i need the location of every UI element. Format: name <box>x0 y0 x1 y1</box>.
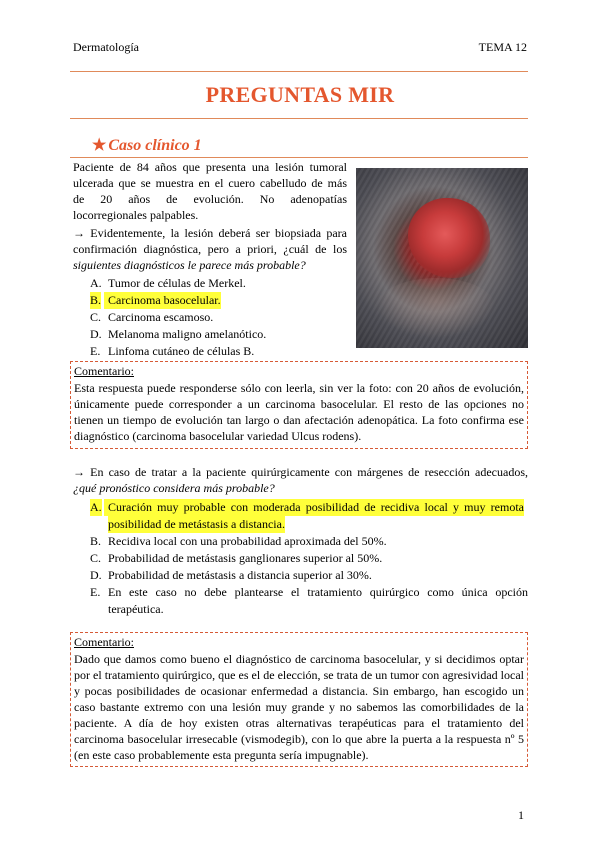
q2-question-line: → En caso de tratar a la paciente quirúrgicamente con márgenes de resección adecuados, <box>73 465 528 479</box>
q2-question-line: ¿qué pronóstico considera más probable? <box>73 481 275 495</box>
comment-line: tienen un tiempo de evolución tan largo o dan afectación adenopática. La foto confirma ese <box>74 413 524 427</box>
header-topic: TEMA 12 <box>478 40 527 54</box>
clinical-photo <box>356 168 528 348</box>
q2-option-e[interactable]: E. En este caso no debe plantearse el tratamiento quirúrgico como única opción terapéutica. <box>90 585 528 616</box>
q2-option-a[interactable]: A. Curación muy probable con moderada posibilidad de recidiva local y muy remota posibilidad de metástasis a distancia. <box>90 500 524 531</box>
comment-line: únicamente puede corresponder a un carcinoma basocelular. El resto de las opciones no <box>74 397 524 411</box>
comment-line: Esta respuesta puede responderse sólo con leerla, sin ver la foto: con 20 años de evolución, <box>74 381 524 395</box>
q1-stem-line: locorregionales palpables. <box>73 208 199 222</box>
case-title <box>92 135 202 155</box>
comment-line: y pocas posibilidades de ocasionar enfermedad a distancia. Sin embargo, han escogido un <box>74 684 524 698</box>
q1-question-line <box>73 241 347 257</box>
case-title-text: Caso clínico 1 <box>108 137 202 154</box>
q1-question-text: confirmación diagnóstica, pero a priori, ¿cuál de los <box>73 242 347 256</box>
comment-line: Dado que damos como bueno el diagnóstico de carcinoma basocelular, y si decidimos optar <box>74 652 524 666</box>
q1-question-line: siguientes diagnósticos le parece más probable? <box>73 258 306 272</box>
header-rule <box>70 71 528 72</box>
comment-line: por el tratamiento quirúrgico, que es el de elección, se trata de un tumor con agresividad local <box>74 668 524 682</box>
q1-question-line: → Evidentemente, la lesión deberá ser biopsiada para <box>73 226 347 240</box>
page-number: 1 <box>518 808 524 822</box>
page-title: PREGUNTAS MIR <box>205 82 395 107</box>
comment-line: (en este caso probablemente esta pregunta sería impugnable). <box>74 748 369 762</box>
comment-line: paciente. A día de hoy existen otras alternativas terapéuticas para el tratamiento del <box>74 716 524 730</box>
q1-stem-line: Paciente de 84 años que presenta una lesión tumoral <box>73 160 347 174</box>
comment-box-1 <box>70 361 528 449</box>
header-subject: Dermatología <box>73 40 139 54</box>
star-icon: ★ <box>92 137 107 154</box>
document-page: Dermatología TEMA 12 PREGUNTAS MIR ★ Caso clínico 1 Paciente de 84 años que presenta una lesión tumoral ulcerada que se muestra en el cuero cabelludo de más de 20 años de evolución. No adenopatías locorregionales palpables. → Evidentemente, la lesión deberá ser biopsiada para confirmación diagnóstica, pero a priori, ¿cuál de los siguientes diagnósticos le parece más probable? A. Tumor de células de Merkel. B. Carcinoma basocelular. C. Carcinoma escamoso. D. Melanoma maligno amelanótico. E. Linfoma cutáneo de células B. Comentario: Esta respuesta puede responderse sólo con leerla, sin ver la foto: con 20 años de evolución, únicamente puede corresponder a un carcinoma basocelular. El resto de las opciones no tienen un tiempo de evolución tan largo o dan afectación adenopática. La foto confirma ese diagnóstico (carcinoma basocelular variedad Ulcus rodens). → En caso de tratar a la paciente quirúrgicamente con márgenes de resección adecuados, ¿qué pronóstico considera más probable? A. Curación muy probable con moderada posibilidad de recidiva local y muy remota posibilidad de metástasis a distancia. B. Recidiva local con una probabilidad aproximada del 50%. C. Probabilidad de metástasis ganglionares superior al 50%. D. Probabilidad de metástasis a distancia superior al 30%. E. En este caso no debe plantearse el tratamiento quirúrgico como única opción terapéutica. Comentario: Dado que damos como bueno el diagnóstico de carcinoma basocelular, y si decidimos optar por el tratamiento quirúrgico, que es el de elección, se trata de un tumor con agresividad local y pocas posibilidades de ocasionar enfermedad a distancia. Sin embargo, han escogido un caso bastante extremo con una lesión muy grande y no sabemos las comorbilidades de la paciente. A día de hoy existen otras alternativas terapéuticas para el tratamiento del carcinoma basocelular irresecable (vismodegib), con lo que abre la puerta a la respuesta nº 5 (en este caso probablemente esta pregunta sería impugnable). 1 <box>0 0 600 848</box>
comment-box-2 <box>70 632 528 767</box>
case-rule <box>70 157 528 158</box>
q1-stem-line: ulcerada que se muestra en el cuero cabelludo de más <box>73 176 347 190</box>
q1-stem-line: de 20 años de evolución. No adenopatías <box>73 192 347 206</box>
comment-line: caso bastante extremo con una lesión muy grande y no sabemos las comorbilidades de la <box>74 700 524 714</box>
comment-label: Comentario: <box>74 364 134 378</box>
comment-line: carcinoma basocelular irresecable (vismodegib), con lo que abre la puerta a la respuesta nº 5 <box>74 732 524 746</box>
comment-line: diagnóstico (carcinoma basocelular variedad Ulcus rodens). <box>74 429 362 443</box>
comment-label: Comentario: <box>74 635 134 649</box>
title-rule <box>70 118 528 119</box>
